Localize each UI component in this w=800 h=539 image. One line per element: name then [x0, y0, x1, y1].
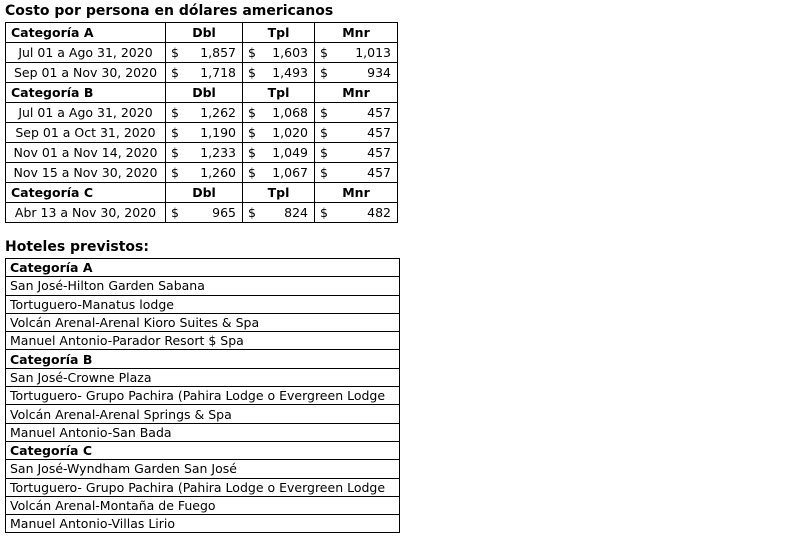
price-amount [246, 144, 311, 161]
price-amount [246, 44, 311, 61]
column-header-dbl: Dbl [166, 23, 243, 43]
currency-symbol: $ [171, 145, 179, 160]
price-tpl [243, 123, 315, 143]
hotel-category-row [6, 350, 400, 368]
date-range: Sep 01 a Nov 30, 2020 [6, 63, 166, 83]
price-mnr [315, 103, 398, 123]
currency-symbol: $ [320, 105, 328, 120]
price-row [6, 203, 398, 223]
price-amount [246, 104, 311, 121]
price-mnr [315, 203, 398, 223]
hotel-name: Tortuguero- Grupo Pachira (Pahira Lodge o Evergreen Lodge [6, 478, 400, 496]
column-header-mnr: Mnr [315, 23, 398, 43]
currency-symbol: $ [248, 165, 256, 180]
currency-symbol: $ [248, 205, 256, 220]
price-value: 824 [284, 205, 308, 220]
currency-symbol: $ [171, 105, 179, 120]
column-header-tpl: Tpl [243, 83, 315, 103]
price-value: 1,718 [200, 65, 236, 80]
price-value: 1,049 [272, 145, 308, 160]
currency-symbol: $ [320, 205, 328, 220]
date-range: Abr 13 a Nov 30, 2020 [6, 203, 166, 223]
price-amount [169, 144, 239, 161]
hotel-row [6, 295, 400, 313]
hotel-name: Volcán Arenal-Montaña de Fuego [6, 496, 400, 514]
hotel-name: San José-Crowne Plaza [6, 368, 400, 386]
date-range: Nov 01 a Nov 14, 2020 [6, 143, 166, 163]
price-value: 1,067 [272, 165, 308, 180]
hotel-name: Volcán Arenal-Arenal Kioro Suites & Spa [6, 313, 400, 331]
hotel-row [6, 277, 400, 295]
currency-symbol: $ [320, 65, 328, 80]
price-value: 1,190 [200, 125, 236, 140]
price-amount [169, 104, 239, 121]
currency-symbol: $ [171, 65, 179, 80]
price-value: 1,493 [272, 65, 308, 80]
date-range: Sep 01 a Oct 31, 2020 [6, 123, 166, 143]
price-tpl [243, 43, 315, 63]
hotels-table [5, 258, 400, 533]
hotel-category-name: Categoría B [6, 350, 400, 368]
price-value: 1,068 [272, 105, 308, 120]
price-value: 934 [367, 65, 391, 80]
price-dbl [166, 203, 243, 223]
price-value: 1,603 [272, 45, 308, 60]
price-mnr [315, 63, 398, 83]
hotel-name: Manuel Antonio-San Bada [6, 423, 400, 441]
currency-symbol: $ [171, 125, 179, 140]
price-row [6, 43, 398, 63]
price-value: 1,233 [200, 145, 236, 160]
column-header-dbl: Dbl [166, 83, 243, 103]
hotel-row [6, 313, 400, 331]
price-mnr [315, 43, 398, 63]
price-tpl [243, 203, 315, 223]
currency-symbol: $ [248, 45, 256, 60]
price-amount [246, 124, 311, 141]
currency-symbol: $ [171, 165, 179, 180]
hotel-row [6, 515, 400, 533]
hotel-name: Manuel Antonio-Villas Lirio [6, 515, 400, 533]
price-row [6, 63, 398, 83]
currency-symbol: $ [248, 65, 256, 80]
category-header-row [6, 83, 398, 103]
price-tpl [243, 103, 315, 123]
price-amount [246, 64, 311, 81]
price-value: 457 [367, 125, 391, 140]
currency-symbol: $ [171, 45, 179, 60]
price-amount [246, 204, 311, 221]
price-mnr [315, 143, 398, 163]
price-value: 482 [367, 205, 391, 220]
price-dbl [166, 43, 243, 63]
category-header-row [6, 23, 398, 43]
currency-symbol: $ [248, 125, 256, 140]
hotel-row [6, 332, 400, 350]
category-name: Categoría A [6, 23, 166, 43]
price-amount [318, 144, 394, 161]
price-row [6, 163, 398, 183]
currency-symbol: $ [248, 105, 256, 120]
price-value: 1,857 [200, 45, 236, 60]
prices-title: Costo por persona en dólares americanos [5, 3, 334, 19]
currency-symbol: $ [320, 125, 328, 140]
price-amount [169, 64, 239, 81]
category-name: Categoría C [6, 183, 166, 203]
price-dbl [166, 123, 243, 143]
hotel-row [6, 387, 400, 405]
category-name: Categoría B [6, 83, 166, 103]
date-range: Jul 01 a Ago 31, 2020 [6, 103, 166, 123]
price-tpl [243, 63, 315, 83]
price-amount [169, 164, 239, 181]
column-header-mnr: Mnr [315, 183, 398, 203]
column-header-tpl: Tpl [243, 183, 315, 203]
price-mnr [315, 123, 398, 143]
price-tpl [243, 143, 315, 163]
price-amount [169, 44, 239, 61]
hotel-row [6, 368, 400, 386]
hotel-name: Tortuguero-Manatus lodge [6, 295, 400, 313]
category-header-row [6, 183, 398, 203]
price-amount [246, 164, 311, 181]
hotel-category-name: Categoría A [6, 259, 400, 277]
date-range: Nov 15 a Nov 30, 2020 [6, 163, 166, 183]
price-table [5, 22, 398, 223]
hotels-title: Hoteles previstos: [5, 239, 149, 255]
price-dbl [166, 63, 243, 83]
price-tpl [243, 163, 315, 183]
price-row [6, 103, 398, 123]
price-dbl [166, 163, 243, 183]
currency-symbol: $ [320, 45, 328, 60]
price-amount [318, 204, 394, 221]
price-value: 1,013 [355, 45, 391, 60]
column-header-dbl: Dbl [166, 183, 243, 203]
price-amount [318, 104, 394, 121]
hotel-name: San José-Wyndham Garden San José [6, 460, 400, 478]
hotel-row [6, 478, 400, 496]
price-amount [318, 164, 394, 181]
hotel-row [6, 496, 400, 514]
price-value: 457 [367, 105, 391, 120]
hotel-row [6, 423, 400, 441]
price-amount [318, 124, 394, 141]
price-amount [318, 44, 394, 61]
hotel-row [6, 460, 400, 478]
currency-symbol: $ [171, 205, 179, 220]
price-value: 965 [212, 205, 236, 220]
price-row [6, 123, 398, 143]
hotel-category-row [6, 441, 400, 459]
price-amount [318, 64, 394, 81]
price-mnr [315, 163, 398, 183]
price-dbl [166, 143, 243, 163]
price-amount [169, 124, 239, 141]
hotel-name: Tortuguero- Grupo Pachira (Pahira Lodge o Evergreen Lodge [6, 387, 400, 405]
price-value: 1,020 [272, 125, 308, 140]
price-value: 1,260 [200, 165, 236, 180]
column-header-mnr: Mnr [315, 83, 398, 103]
currency-symbol: $ [248, 145, 256, 160]
currency-symbol: $ [320, 165, 328, 180]
hotel-name: Manuel Antonio-Parador Resort $ Spa [6, 332, 400, 350]
currency-symbol: $ [320, 145, 328, 160]
date-range: Jul 01 a Ago 31, 2020 [6, 43, 166, 63]
hotel-category-row [6, 259, 400, 277]
hotel-category-name: Categoría C [6, 441, 400, 459]
hotel-name: Volcán Arenal-Arenal Springs & Spa [6, 405, 400, 423]
price-value: 1,262 [200, 105, 236, 120]
price-dbl [166, 103, 243, 123]
price-value: 457 [367, 145, 391, 160]
price-row [6, 143, 398, 163]
hotel-name: San José-Hilton Garden Sabana [6, 277, 400, 295]
price-amount [169, 204, 239, 221]
column-header-tpl: Tpl [243, 23, 315, 43]
hotel-row [6, 405, 400, 423]
price-value: 457 [367, 165, 391, 180]
